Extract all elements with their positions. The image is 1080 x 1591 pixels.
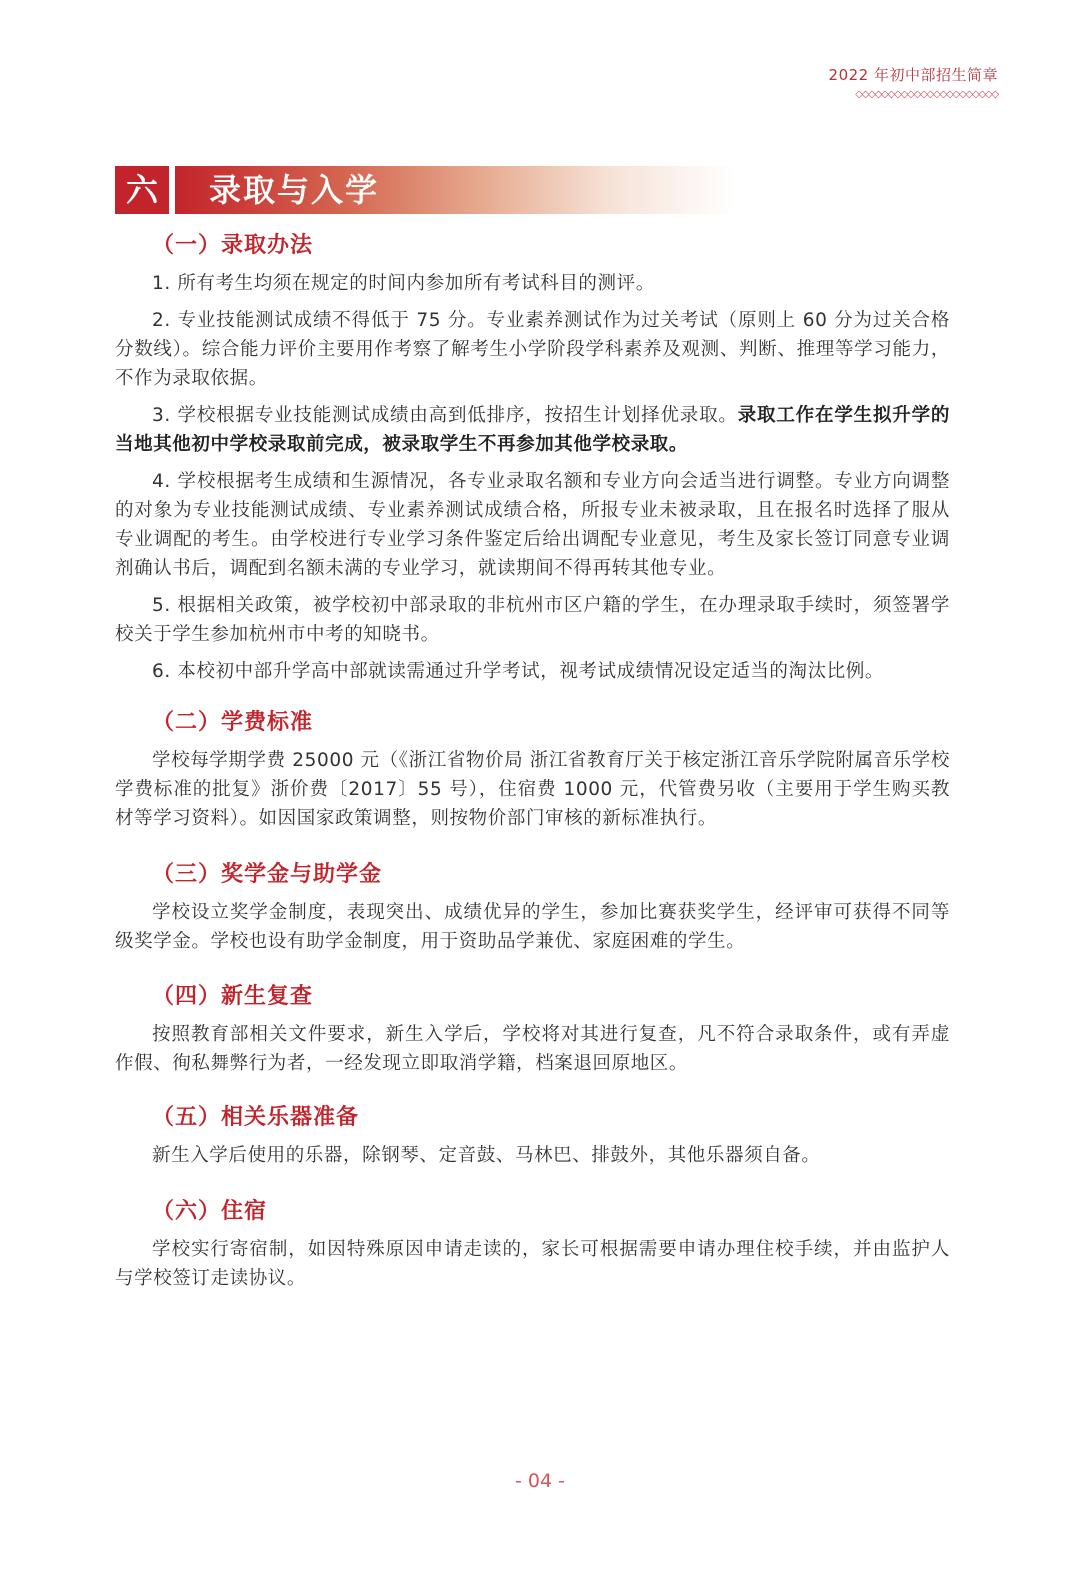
header-ornament: ◇◇◇◇◇◇◇◇◇◇◇◇◇◇◇◇◇◇◇◇◇◇ <box>855 89 998 100</box>
section-heading: （一）录取办法 <box>152 233 314 258</box>
section-review <box>115 980 950 1078</box>
chapter-title: 录取与入学 <box>209 171 380 209</box>
chapter-title-bar <box>175 166 735 214</box>
section-heading: （五）相关乐器准备 <box>152 1105 360 1130</box>
paragraph: 按照教育部相关文件要求，新生入学后，学校将对其进行复查，凡不符合录取条件，或有弄虚作假、徇私舞弊行为者，一经发现立即取消学籍，档案退回原地区。 <box>115 1024 950 1074</box>
page-number: - 04 - <box>515 1470 565 1492</box>
paragraph: 学校实行寄宿制，如因特殊原因申请走读的，家长可根据需要申请办理住校手续，并由监护人与学校签订走读协议。 <box>115 1239 950 1289</box>
paragraph: 2. 专业技能测试成绩不得低于 75 分。专业素养测试作为过关考试（原则上 60 分为过关合格分数线）。综合能力评价主要用作考察了解考生小学阶段学科素养及观测、判断、推理等学习能力，不作为录取依据。 <box>115 310 950 389</box>
section-heading: （四）新生复查 <box>152 984 314 1009</box>
section-scholarship <box>115 858 950 956</box>
paragraph-text: 3. 学校根据专业技能测试成绩由高到低排序，按招生计划择优录取。 <box>152 405 738 426</box>
paragraph: 1. 所有考生均须在规定的时间内参加所有考试科目的测评。 <box>152 273 655 294</box>
paragraph <box>115 401 950 459</box>
section-heading: （二）学费标准 <box>152 710 314 735</box>
section-admission-method <box>115 229 950 686</box>
header-title: 2022 年初中部招生简章 <box>828 66 998 84</box>
section-instruments <box>115 1101 950 1170</box>
paragraph: 新生入学后使用的乐器，除钢琴、定音鼓、马林巴、排鼓外，其他乐器须自备。 <box>152 1145 821 1166</box>
chapter-banner <box>115 166 735 214</box>
paragraph: 学校设立奖学金制度，表现突出、成绩优异的学生，参加比赛获奖学生，经评审可获得不同等级奖学金。学校也设有助学金制度，用于资助品学兼优、家庭困难的学生。 <box>115 902 950 952</box>
section-accommodation <box>115 1195 950 1293</box>
section-heading: （六）住宿 <box>152 1199 268 1224</box>
paragraph: 6. 本校初中部升学高中部就读需通过升学考试，视考试成绩情况设定适当的淘汰比例。 <box>152 661 885 682</box>
paragraph-bold-text: 录取工作在学生拟升学的当地其他初中学校录取前完成，被录取学生不再参加其他学校录取。 <box>115 405 950 455</box>
paragraph: 5. 根据相关政策，被学校初中部录取的非杭州市区户籍的学生，在办理录取手续时，须签署学校关于学生参加杭州市中考的知晓书。 <box>115 595 950 645</box>
section-heading: （三）奖学金与助学金 <box>152 862 383 887</box>
paragraph: 4. 学校根据考生成绩和生源情况，各专业录取名额和专业方向会适当进行调整。专业方向调整的对象为专业技能测试成绩、专业素养测试成绩合格，所报专业未被录取，且在报名时选择了服从专业调配的考生。由学校进行专业学习条件鉴定后给出调配专业意见，考生及家长签订同意专业调剂确认书后，调配到名额未满的专业学习，就读期间不得再转其他专业。 <box>115 471 950 579</box>
chapter-number: 六 <box>115 166 169 214</box>
running-header <box>829 64 998 100</box>
paragraph: 学校每学期学费 25000 元（《浙江省物价局 浙江省教育厅关于核定浙江音乐学院附属音乐学校学费标准的批复》浙价费〔2017〕55 号），住宿费 1000 元，代管费另收（主要用于学生购买教材等学习资料）。如因国家政策调整，则按物价部门审核的新标准执行。 <box>115 750 950 829</box>
section-tuition <box>115 706 950 833</box>
